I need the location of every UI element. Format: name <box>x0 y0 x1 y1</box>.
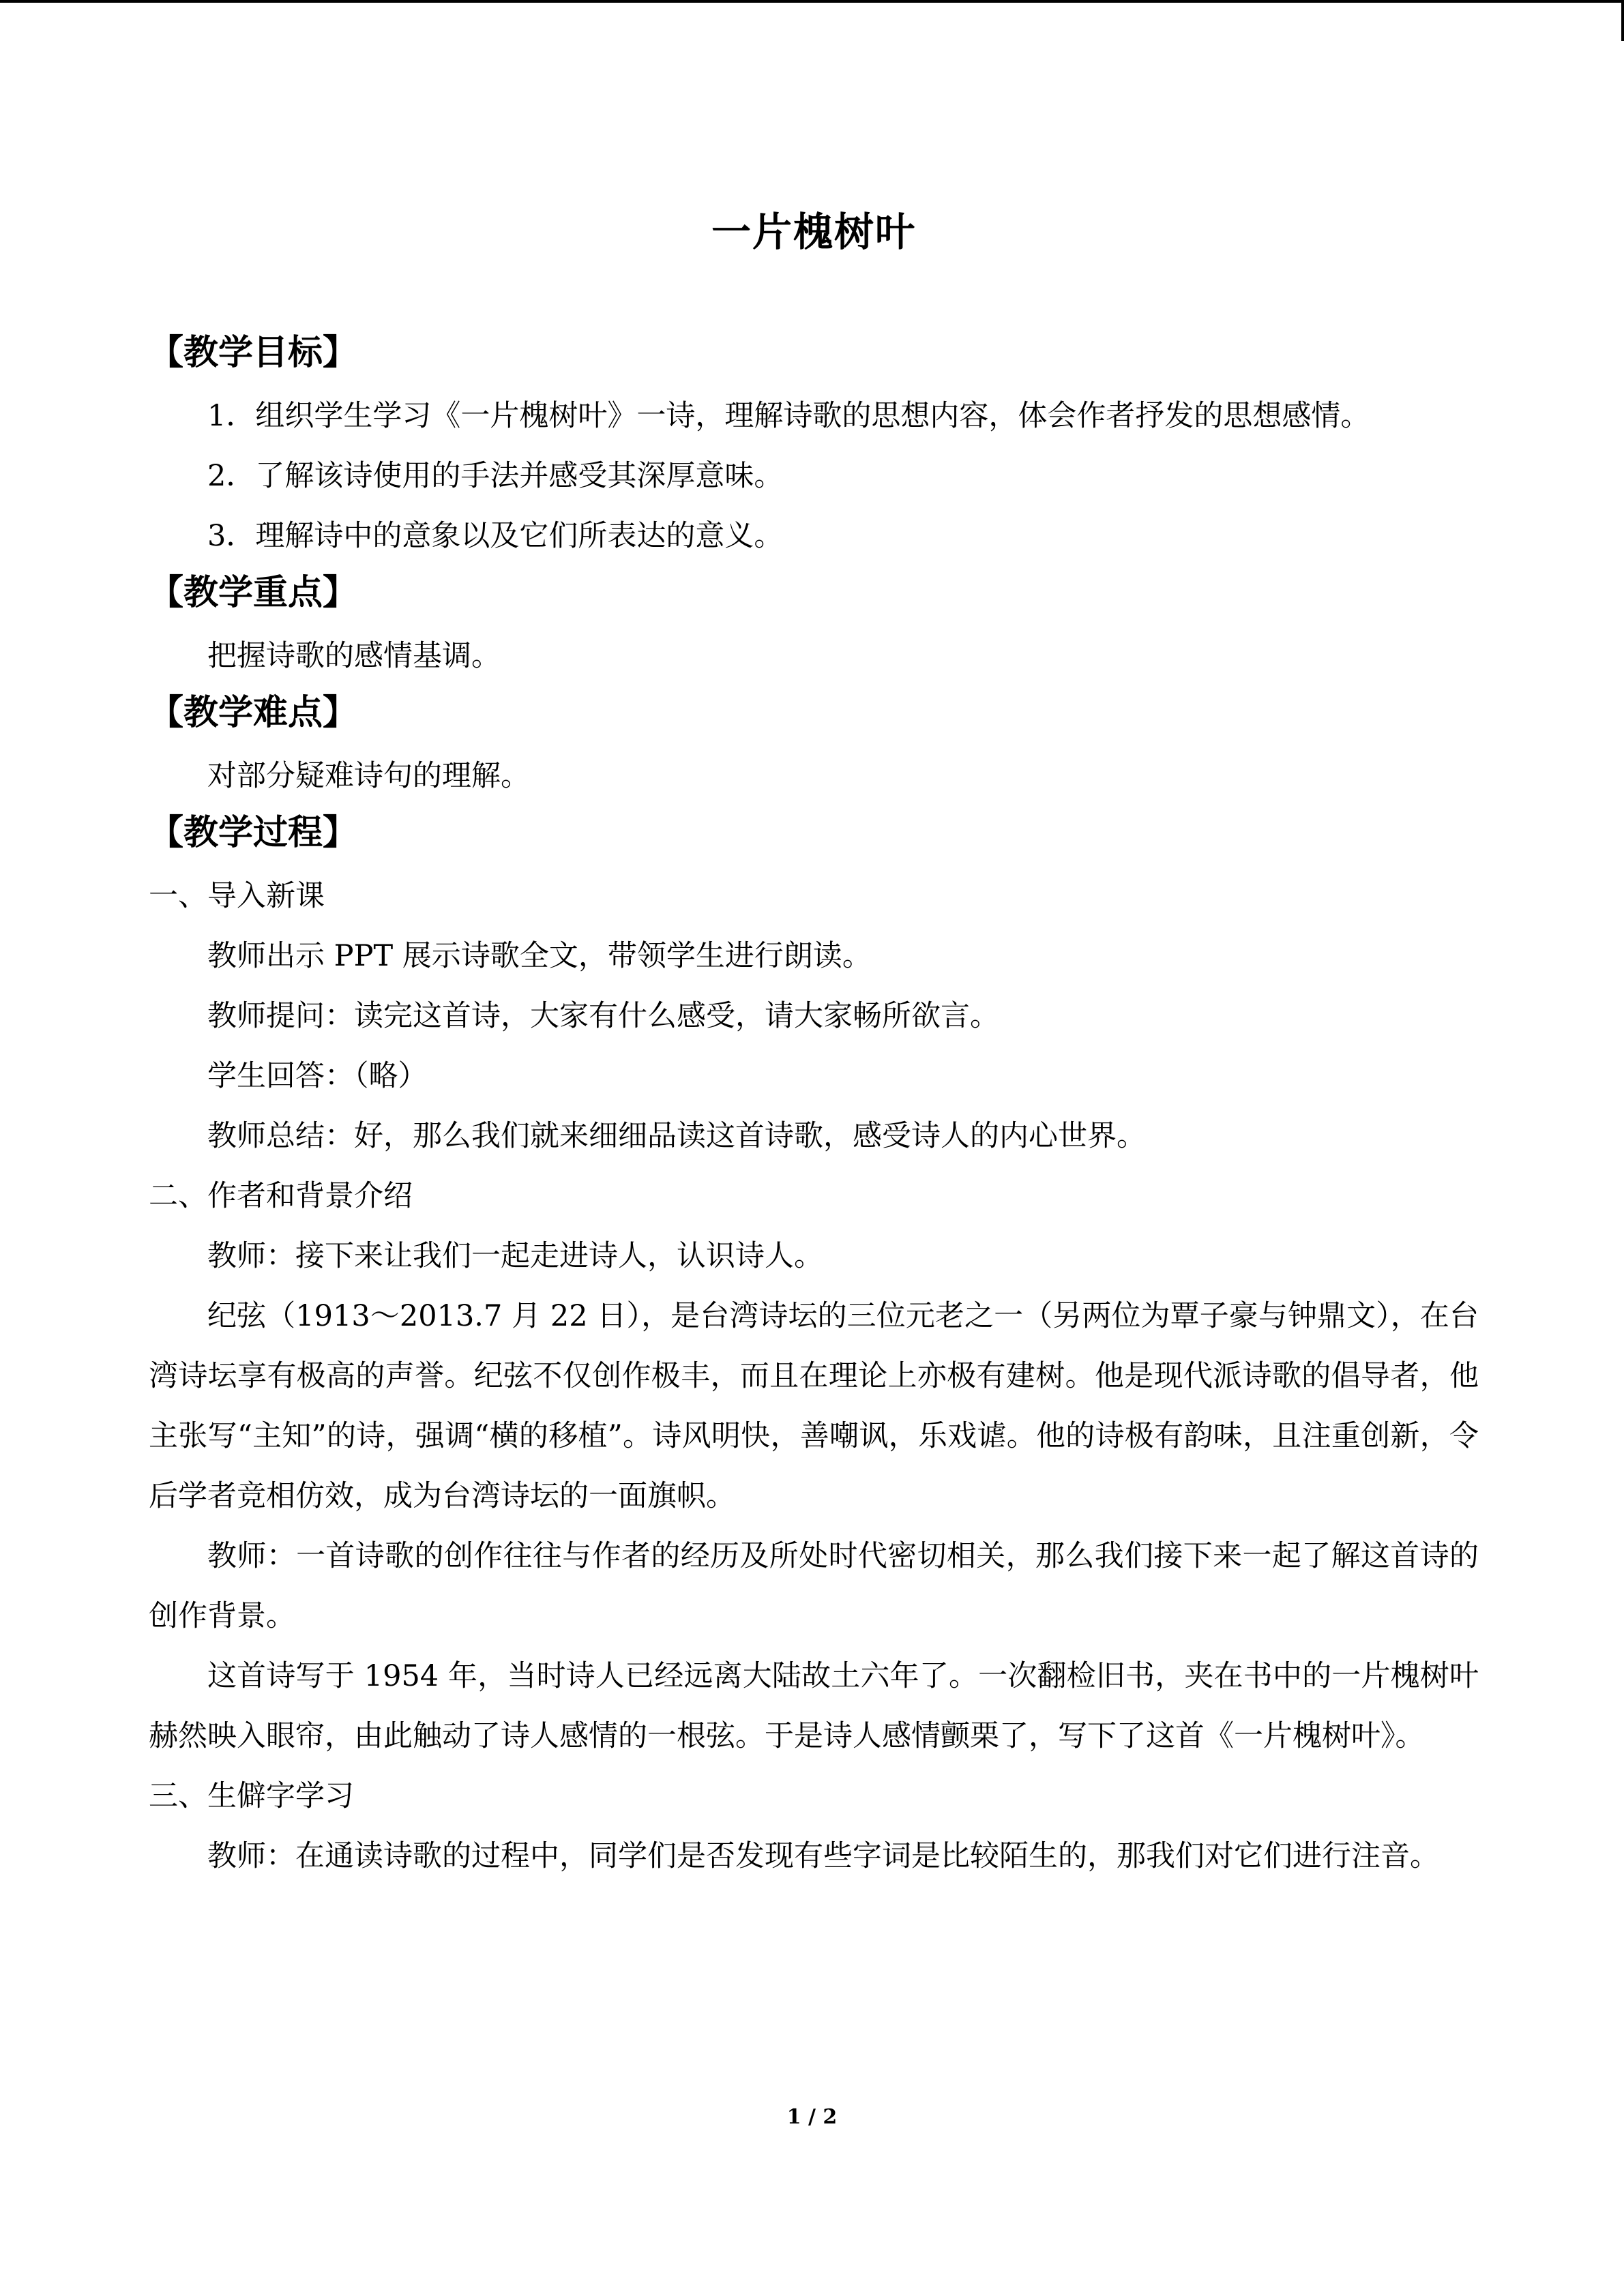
document-title: 一片槐树叶 <box>711 209 916 255</box>
process-heading: 【教学过程】 <box>149 813 358 853</box>
part1-paragraph: 教师总结：好，那么我们就来细细品读这首诗歌，感受诗人的内心世界。 <box>207 1119 1146 1153</box>
document-page <box>149 0 1479 2296</box>
page-number: 1 / 2 <box>786 2105 838 2129</box>
focus-text: 把握诗歌的感情基调。 <box>207 639 501 673</box>
part2-paragraph: 教师：一首诗歌的创作往往与作者的经历及所处时代密切相关，那么我们接下来一起了解这首诗的创作背景。 <box>149 1539 1479 1633</box>
part3-paragraph: 教师：在通读诗歌的过程中，同学们是否发现有些字词是比较陌生的，那我们对它们进行注音。 <box>207 1839 1439 1873</box>
right-border-line <box>1621 0 1624 41</box>
part1-paragraph: 学生回答：（略） <box>207 1059 428 1093</box>
difficulty-heading: 【教学难点】 <box>149 693 358 733</box>
part2-paragraph: 教师：接下来让我们一起走进诗人，认识诗人。 <box>207 1239 823 1273</box>
part3-title: 三、生僻字学习 <box>149 1779 354 1813</box>
goal-item-2: 2．了解该诗使用的手法并感受其深厚意味。 <box>207 459 784 493</box>
goals-heading: 【教学目标】 <box>149 333 358 373</box>
goal-item-3: 3．理解诗中的意象以及它们所表达的意义。 <box>207 519 784 553</box>
part1-paragraph: 教师出示 PPT 展示诗歌全文，带领学生进行朗读。 <box>207 939 872 973</box>
difficulty-text: 对部分疑难诗句的理解。 <box>207 759 530 793</box>
goal-item-1: 1．组织学生学习《一片槐树叶》一诗，理解诗歌的思想内容，体会作者抒发的思想感情。 <box>207 399 1370 433</box>
part1-paragraph: 教师提问：读完这首诗，大家有什么感受，请大家畅所欲言。 <box>207 999 999 1033</box>
document-content <box>149 326 1479 1886</box>
part2-paragraph: 纪弦（1913～2013.7 月 22 日），是台湾诗坛的三位元老之一（另两位为覃子豪与钟鼎文），在台湾诗坛享有极高的声誉。纪弦不仅创作极丰，而且在理论上亦极有建树。他是现代派诗歌的倡导者，他主张写“主知”的诗，强调“横的移植”。诗风明快，善嘲讽，乐戏谑。他的诗极有韵味，且注重创新，令后学者竞相仿效，成为台湾诗坛的一面旗帜。 <box>149 1299 1479 1513</box>
part2-paragraph: 这首诗写于 1954 年，当时诗人已经远离大陆故土六年了。一次翻检旧书，夹在书中的一片槐树叶赫然映入眼帘，由此触动了诗人感情的一根弦。于是诗人感情颤栗了，写下了这首《一片槐树叶》。 <box>149 1659 1479 1753</box>
part2-title: 二、作者和背景介绍 <box>149 1179 413 1213</box>
focus-heading: 【教学重点】 <box>149 573 358 613</box>
part1-title: 一、导入新课 <box>149 879 325 913</box>
